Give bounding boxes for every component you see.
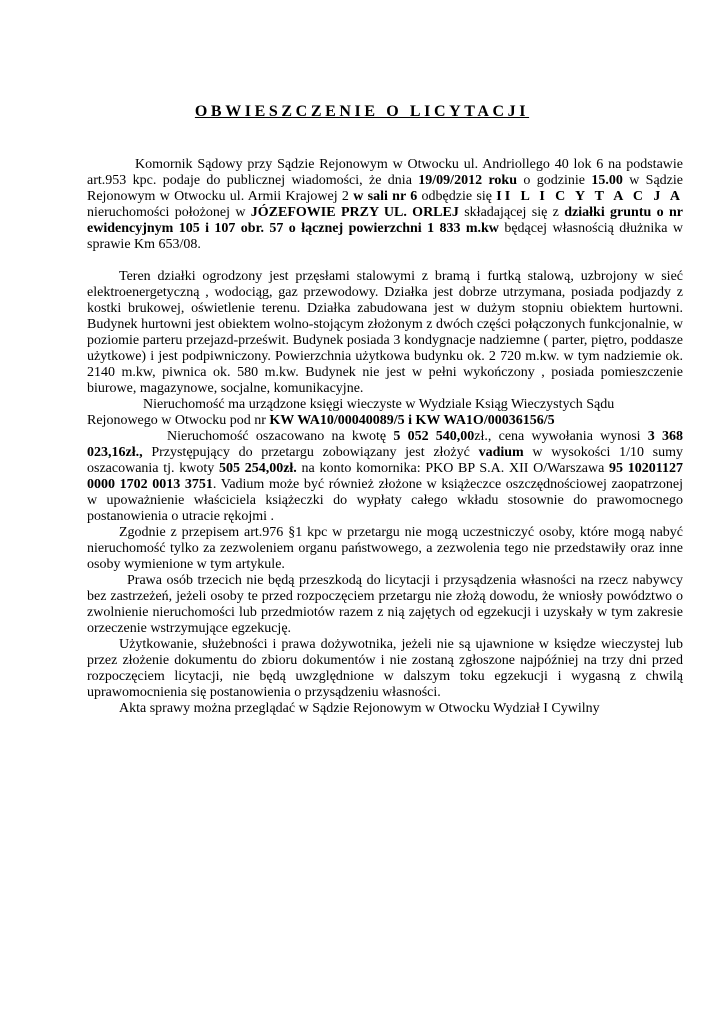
paragraph-legal-restrictions: Zgodnie z przepisem art.976 §1 kpc w przetargu nie mogą uczestniczyć osoby, które mogą nabyć nieruchomość tylko za zezwoleniem organu państwowego, a zezwolenia tego nie przedstawiły oraz inne osoby wymienione w tym artykule.: [87, 525, 683, 572]
document-body: [87, 157, 683, 717]
valuation-amount: 5 052 540,00: [393, 429, 475, 444]
auction-date: 19/09/2012 roku: [418, 173, 517, 188]
document-title: OBWIESZCZENIE O LICYTACJI: [194, 103, 530, 120]
auction-time: 15.00: [591, 173, 623, 188]
property-location: JÓZEFOWIE PRZY UL. ORLEJ: [250, 205, 459, 220]
paragraph-case-files: Akta sprawy można przeglądać w Sądzie Rejonowym w Otwocku Wydział I Cywilny: [119, 701, 600, 716]
vadium-amount: 505 254,00zł.: [218, 461, 297, 476]
paragraph-third-party-rights: Prawa osób trzecich nie będą przeszkodą do licytacji i przysądzenia własności na rzecz nabywcy bez zastrzeżeń, jeżeli osoby te przed rozpoczęciem przetargu nie złożą dowodu, że wniosły powództwo o zwolnienie nieruchomości lub przedmiotów razem z nią zajętych od egzekucji i uzyskały w tym zakresie orzeczenie wstrzymujące egzekucję.: [87, 573, 683, 636]
auction-label: II L I C Y T A C J A: [496, 189, 684, 204]
paragraph-valuation: Nieruchomość oszacowano na kwotę 5 052 540,00zł., cena wywołania wynosi 3 368 023,16zł., Przystępujący do przetargu zobowiązany jest złożyć vadium w wysokości 1/10 sumy oszacowania tj. kwoty 505 254,00zł. na konto komornika: PKO BP S.A. XII O/Warszawa 95 10201127 0000 1702 0013 3751. Vadium może być również złożone w książeczce oszczędnościowej zaopatrzonej w upoważnienie właściciela książeczki do wypłaty całego wkładu stosownie do prawomocnego postanowienia o utracie rękojmi .: [87, 429, 684, 524]
auction-room: w sali nr 6: [353, 189, 418, 204]
vadium-label: vadium: [478, 445, 524, 460]
plot-details: działki gruntu o nr ewidencyjnym 105 i 107 obr. 57 o łącznej powierzchni 1 833 m.kw: [87, 205, 683, 236]
land-register-numbers: KW WA10/00040089/5 i KW WA1O/00036156/5: [269, 413, 555, 428]
starting-price: 3 368 023,16zł.,: [87, 429, 684, 460]
paragraph-description: Teren działki ogrodzony jest przęsłami stalowymi z bramą i furtką stalową, uzbrojony w sieć elektroenergetyczną , wodociąg, gaz przewodowy. Działka jest dobrze utrzymana, posiada podjazdy z kostki brukowej, oświetlenie terenu. Działka zabudowana jest w dużym stopniu obiektem hurtowni. Budynek hurtowni jest obiektem wolno-stojącym złożonym z dwóch części połączonych funkcjonalnie, w poziomie parteru przejazd-prześwit. Budynek posiada 3 kondygnacje nadziemne ( parter, piętro, poddasze użytkowe) i jest podpiwniczony. Powierzchnia użytkowa budynku ok. 2 720 m.kw. w tym nadziemie ok. 2140 m.kw, piwnica ok. 580 m.kw. Budynek nie jest w pełni wykończony , posiada pomieszczenie biurowe, magazynowe, socjalne, komunikacyjne.: [87, 269, 683, 396]
paragraph-usufruct: Użytkowanie, służebności i prawa dożywotnika, jeżeli nie są ujawnione w księdze wieczystej lub przez złożenie dokumentu do zbioru dokumentów i nie zostaną zgłoszone najpóźniej na trzy dni przed rozpoczęciem licytacji, nie będą uwzględnione w dalszym toku egzekucji i wygasną z chwilą uprawomocnienia się postanowienia o przysądzeniu własności.: [87, 637, 683, 700]
paragraph-land-register: Nieruchomość ma urządzone księgi wieczyste w Wydziale Ksiąg Wieczystych Sądu Rejonowego w Otwocku pod nr KW WA10/00040089/5 i KW WA1O/00036156/5: [87, 397, 615, 428]
paragraph-announcement: Komornik Sądowy przy Sądzie Rejonowym w Otwocku ul. Andriollego 40 lok 6 na podstawie art.953 kpc. podaje do publicznej wiadomości, że dnia 19/09/2012 roku o godzinie 15.00 w Sądzie Rejonowym w Otwocku ul. Armii Krajowej 2 w sali nr 6 odbędzie się II L I C Y T A C J A nieruchomości położonej w JÓZEFOWIE PRZY UL. ORLEJ składającej się z działki gruntu o nr ewidencyjnym 105 i 107 obr. 57 o łącznej powierzchni 1 833 m.kw będącej własnością dłużnika w sprawie Km 653/08.: [87, 157, 684, 252]
bank-account-number: 95 10201127 0000 1702 0013 3751: [87, 461, 683, 492]
